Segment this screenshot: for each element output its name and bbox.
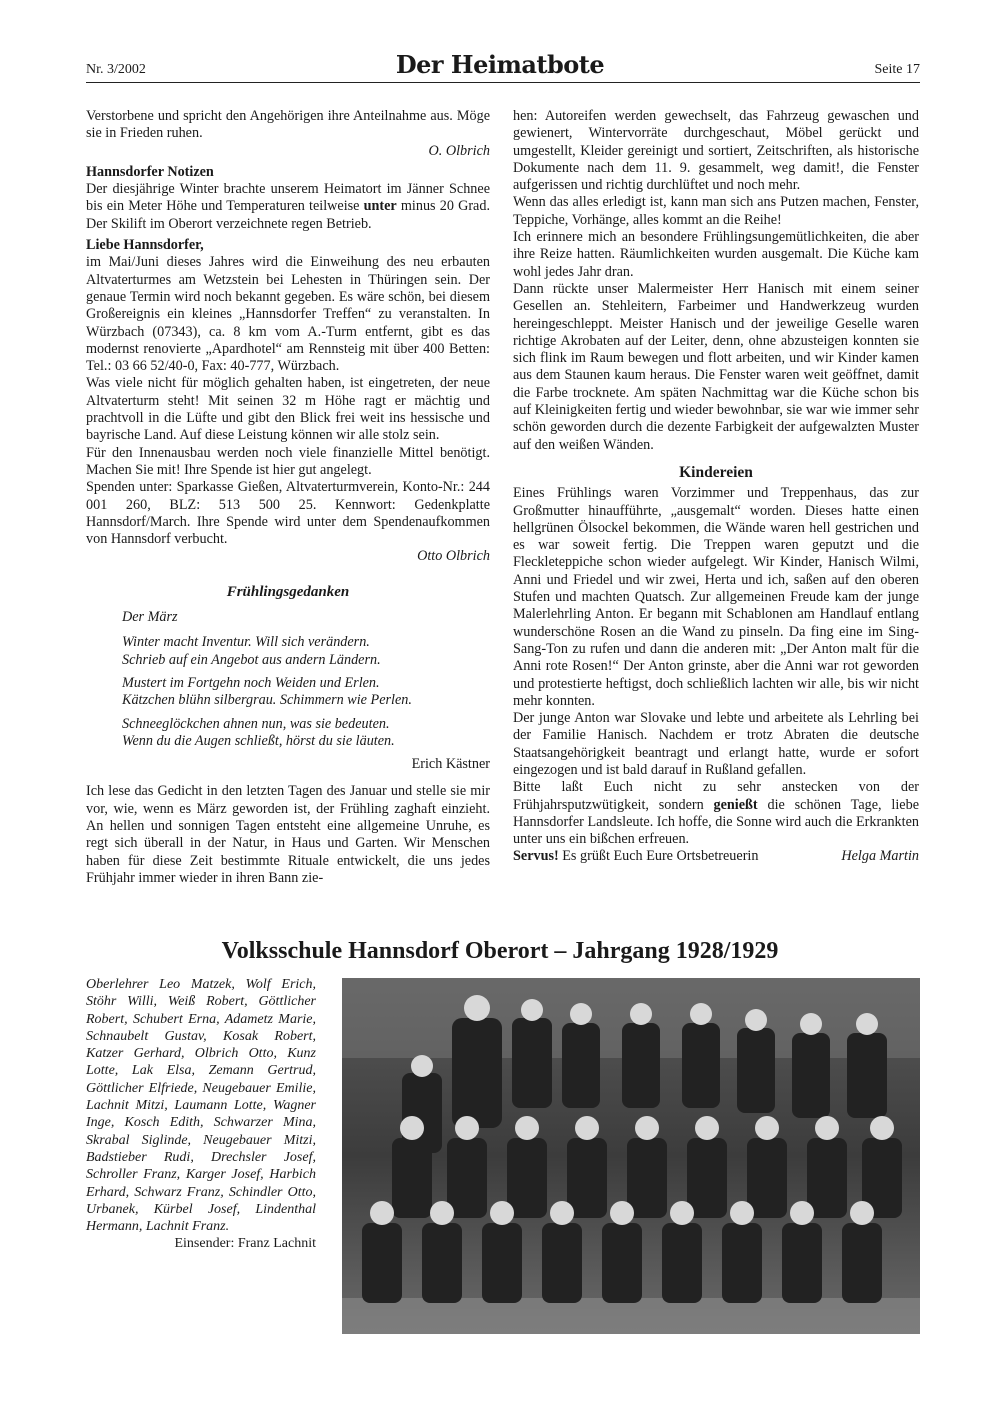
right-paragraph-2: Wenn das alles erledigt ist, kann man sich ans Putzen machen, Fenster, Teppiche, Vorhänge, alles kommt an die Reihe! <box>513 194 919 228</box>
signature-otto-olbrich: Otto Olbrich <box>417 548 490 565</box>
right-paragraph-1: hen: Autoreifen werden gewechselt, das Fahrzeug gewaschen und gewienert, Wintervorräte durchgeschaut, Möbel gerückt und umgestellt, Kleider gereinigt und sortiert, Zeitschriften, als historische Dokumente nach dem 11. 9. gesammelt, weg damit!, die Fenster aufgerissen und richtig durchlüftet und noch mehr. <box>513 108 919 194</box>
poem-line: Wenn du die Augen schließt, hörst du sie läuten. <box>122 732 395 749</box>
left-column <box>86 108 490 887</box>
class-photo-illustration <box>342 978 920 1334</box>
poem-line: Mustert im Fortgehn noch Weiden und Erlen. <box>122 674 380 691</box>
page-number: Seite 17 <box>874 62 920 77</box>
poem-stanza <box>122 675 490 710</box>
after-poem-paragraph: Ich lese das Gedicht in den letzten Tagen des Januar und stelle sie mir vor, wie, wenn es März geworden ist, der Frühling zaghaft einzieht. An hellen und sonnigen Tagen entsteht eine allgemeine Unruhe, es regt sich überall in der Natur, in Haus und Garten. Wir Menschen haben für diese Zeit bestimmte Rituale entwickelt, die uns jedes Frühjahr immer wieder in ihren Bann zie- <box>86 783 490 886</box>
signature-line <box>86 548 490 565</box>
photo-caption <box>86 976 316 1253</box>
class-photo <box>342 978 920 1334</box>
liebe-paragraph-2: Was viele nicht für möglich gehalten haben, ist eingetreten, der neue Altvaterturm steht! Mit seinen 32 m Höhe ragt er mächtig und prachtvoll in die Lüfte und gibt den Blick frei weit ins hessische und bayrische Land. Auf diese Leistung können wir alle stolz sein. <box>86 375 490 444</box>
condolence-paragraph: Verstorbene und spricht den Angehörigen ihre Anteilnahme aus. Möge sie in Frieden ruhen. <box>86 108 490 142</box>
liebe-paragraph-3: Für den Innenausbau werden noch viele finanzielle Mittel benötigt. Machen Sie mit! Ihre Spende ist hier gut angelegt. <box>86 444 490 478</box>
signature-helga-martin: Helga Martin <box>841 848 919 865</box>
servus-greeting: Servus! <box>513 848 559 865</box>
photo-section-title: Volksschule Hannsdorf Oberort – Jahrgang 1928/1929 <box>221 938 779 964</box>
signature-olbrich: O. Olbrich <box>428 142 490 159</box>
kindereien-paragraph-1: Eines Frühlings waren Vorzimmer und Treppenhaus, das zur Großmutter hinaufführte, „ausgemalt“ worden. Dieses hatte einen hellgrünen Ölsockel bekommen, die Wände waren hell gestrichen und es war soweit fertig. Die Treppen waren geputzt und die Fleckleteppiche schon wieder aufgelegt. Wir Kinder, Hanisch Wilmi, Anni und Friedel und wir zwei, Herta und ich, saßen auf den oberen Stufen und machten Quatsch. Zur allgemeinen Freude kam der junge Malerlehrling Anton. Er begann mit Schablonen am Handlauf entlang wunderschöne Rosen an die Wand zu pinseln. Da fing eine im Sing-Sang-Ton zu rufen und dann die anderen mit: „Der Anton malt für die Anni rote Rosen!“ Der Anton grinste, aber die Anni war rot geworden und protestierte heftigst, doch schließlich lachten wir alle, bis wir nicht mehr konnten. <box>513 485 919 709</box>
right-paragraph-3: Ich erinnere mich an besondere Frühlingsungemütlichkeiten, die aber ihre Reize hatten. Räumlichkeiten wurden ausgemalt. Die Küche kam wohl jedes Jahr dran. <box>513 229 919 280</box>
poem-author: Erich Kästner <box>411 756 490 773</box>
liebe-paragraph-1: im Mai/Juni dieses Jahres wird die Einweihung des neu erbauten Altvaterturmes am Wetzstein bei Lehesten in Thüringen sein. Der genaue Termin wird noch bekannt gegeben. Es wäre schön, bei diesem Großereignis ein kleines „Hannsdorfer Treffen“ zu veranstalten. In Würzbach (07343), ca. 8 km vom A.-Turm entfernt, gibt es das modernst renovierte „Apardhotel“ am Rennsteig mit über 400 Betten: Tel.: 03 66 52/40-0, Fax: 40-777, Würzbach. <box>86 254 490 375</box>
poem-line: Schrieb auf ein Angebot aus andern Ländern. <box>122 651 381 668</box>
servus-line: Servus! Es grüßt Euch Eure Ortsbetreuerin Helga Martin <box>513 848 919 865</box>
header-rule <box>86 82 920 83</box>
section-heading-notizen: Hannsdorfer Notizen <box>86 163 214 180</box>
caption-sender: Einsender: Franz Lachnit <box>174 1236 316 1252</box>
right-paragraph-4: Dann rückte unser Malermeister Herr Hanisch mit einem seiner Gesellen an. Stehleitern, Farbeimer und Handwerkzeug wurden hereingeschleppt. Meister Hanisch und der jeweilige Geselle waren richtige Akrobaten auf der Leiter, denn, ohne abzusteigen konnten sie sich flink im Raum bewegen und flott arbeiten, und wir Kinder kamen aus dem Staunen kaum heraus. Die Fenster waren weit geöffnet, damit die Farbe trocknete. Am späten Nachmittag war die Küche schon bis auf Kleinigkeiten fertig und wieder bewohnbar, sie war wie immer sehr schön geworden durch die dezente Farbigkeit der aufgewalzten Muster auf den weißen Wänden. <box>513 280 919 453</box>
kindereien-paragraph-3: Bitte laßt Euch nicht zu sehr anstecken von der Frühjahrsputzwütigkeit, sondern genießt die schönen Tage, liebe Hannsdorfer Landsleute. Ich hoffe, die Sonne wird auch die Erkrankten unter uns ein bißchen erfreuen. <box>513 779 919 848</box>
notizen-paragraph: Der diesjährige Winter brachte unserem Heimatort im Jänner Schnee bis ein Meter Höhe und Temperaturen teilweise unter minus 20 Grad. Der Skilift im Oberort verzeichnete regen Betrieb. <box>86 181 490 232</box>
section-heading-kindereien: Kindereien <box>679 463 753 481</box>
signature-line <box>86 143 490 160</box>
poem-line: Schneeglöckchen ahnen nun, was sie bedeuten. <box>122 715 390 732</box>
poem-subtitle: Der März <box>122 609 178 626</box>
right-column <box>513 108 919 866</box>
issue-number: Nr. 3/2002 <box>86 62 146 77</box>
caption-names: Oberlehrer Leo Matzek, Wolf Erich, Stöhr Willi, Weiß Robert, Göttlicher Robert, Schubert Erna, Adametz Marie, Schnaubelt Gustav, Kosak Robert, Katzer Gerhard, Olbrich Otto, Kunz Lotte, Lak Elsa, Zemann Gertrud, Göttlicher Elfriede, Neugebauer Emilie, Lachnit Mitzi, Laumann Lotte, Wagner Inge, Kosch Edith, Schwarzer Mina, Skrabal Siglinde, Neugebauer Mitzi, Badstieber Rudi, Drechsler Josef, Schroller Franz, Karger Josef, Harbich Erhard, Schwarz Franz, Schindler Otto, Urbanek, Kürbel Josef, Lindenthal Hermann, Lachnit Franz. <box>86 977 316 1235</box>
poem-title: Frühlingsgedanken <box>226 583 350 600</box>
poem-stanza <box>122 634 490 669</box>
kindereien-paragraph-2: Der junge Anton war Slovake und lebte und arbeitete als Lehrling bei der Familie Hanisch. Nachdem er trotz Abraten die deutsche Staatsangehörigkeit beantragt und erlangt hatte, wurde er sofort eingezogen und ist bald darauf in Rußland gefallen. <box>513 710 919 778</box>
poem-stanza <box>122 716 490 751</box>
poem-line: Winter macht Inventur. Will sich verändern. <box>122 634 370 651</box>
liebe-paragraph-4: Spenden unter: Sparkasse Gießen, Altvaterturmverein, Konto-Nr.: 244 001 260, BLZ: 513 500 25. Kennwort: Gedenkplatte Hannsdorf/March. Ihre Spende wird unter dem Spendenaufkommen von Hannsdorf verbucht. <box>86 479 490 548</box>
newspaper-logo: Der Heimatbote <box>395 50 605 79</box>
section-heading-liebe: Liebe Hannsdorfer, <box>86 237 204 254</box>
poem <box>122 634 490 750</box>
poem-line: Kätzchen blühn silbergrau. Schimmern wie Perlen. <box>122 692 412 709</box>
